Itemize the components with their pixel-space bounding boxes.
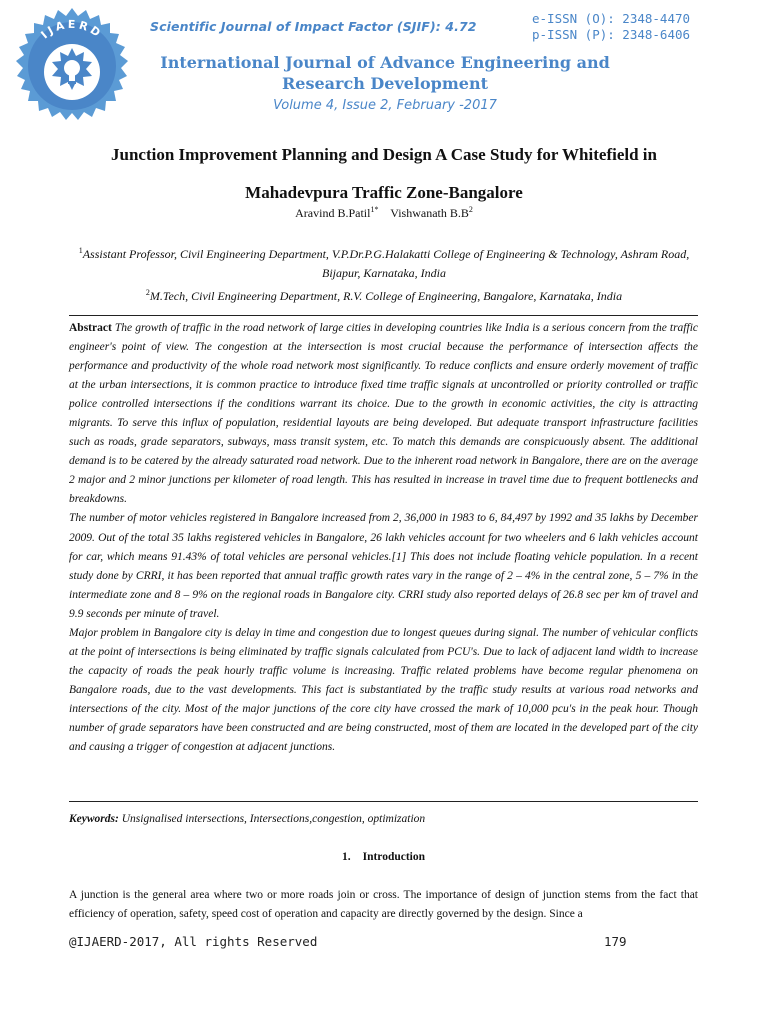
paper-title: Junction Improvement Planning and Design A Case Study for Whitefield in Mahadevpura Traffic Zone-Bangalore	[111, 145, 657, 202]
section-number: 1.	[341, 851, 351, 863]
author-affil-marker: 1*	[370, 205, 379, 214]
author-affil-marker: 2	[468, 205, 473, 214]
keywords-label: Keywords:	[69, 813, 119, 825]
issn-block	[532, 11, 690, 43]
pissn: p-ISSN (P): 2348-6406	[532, 27, 691, 42]
abstract-paragraph: Abstract The growth of traffic in the road network of large cities in developing countries like India is a serious concern from the traffic engineer's point of view. The congestion at the intersection is most crucial because the performance of intersection affects the performance and productivity of the whole road network most significantly. To reduce conflicts and ensure orderly movement of traffic at the urban intersections, it is common practice to introduce fixed time traffic signals at uncontrolled or priority controlled or traffic police controlled intersections if the conditions warrant its choice. Due to the growth in economic activities, the city is attracting migrants. To serve this influx of population, residential layouts are being developed. But adequate transport infrastructure facilities such as roads, grade separators, subways, mass transit system, etc. To match this demands are conspicuously absent. The additional demand is to be catered by the already saturated road network. Due to the inherent road network in Bangalore, there are on the average 2 major and 2 minor junctions per kilometer of road length. This has resulted in increase in travel time due to frequent bottlenecks and breakdowns.	[69, 322, 698, 506]
introduction-text: A junction is the general area where two or more roads join or cross. The importance of design of junction stems from the fact that efficiency of operation, safety, speed cost of operation and capacity are directly governed by the design. Since a	[69, 889, 698, 920]
affiliations	[60, 241, 708, 306]
footer-copyright: @IJAERD-2017, All rights Reserved	[69, 934, 318, 949]
journal-name: International Journal of Advance Engineering and Research Development	[160, 53, 610, 93]
author-list	[60, 205, 708, 221]
affiliation: $^1$Assistant Professor, Civil Engineering Department, V.P.Dr.P.G.Halakatti College of Engineering & Technology, Ashram Road, Bijapur, Karnataka, India	[78, 246, 690, 280]
affiliation: $^2$M.Tech, Civil Engineering Department, R.V. College of Engineering, Bangalore, Karnataka, India	[145, 288, 623, 303]
author-name: Vishwanath B.B	[390, 206, 469, 220]
divider-top	[69, 315, 698, 316]
section-title: Introduction	[362, 851, 426, 863]
keywords-text: Unsignalised intersections, Intersections,congestion, optimization	[121, 813, 426, 825]
keywords	[69, 813, 698, 825]
journal-logo	[12, 6, 132, 126]
author-name: Aravind B.Patil	[295, 206, 371, 220]
abstract-paragraph: Major problem in Bangalore city is delay in time and congestion due to longest queues during signal. The number of vehicular conflicts at the point of intersections is being eliminated by traffic signals calculated from PCU's. Due to lack of adjacent land width to increase the capacity of roads the peak hourly traffic volume is increasing. Traffic related problems have become regular phenomena on Bangalore roads, due to the vast developments. This fact is substantiated by the traffic study results at various road networks and intersections of the city. Most of the major junctions of the core city have crossed the mark of 10,000 pcu's in the peak hour. Though number of grade separators have been constructed and are being constructed, most of them are located in the developed part of the city and causing a trigger of congestion at adjacent junctions.	[69, 626, 698, 754]
sjif-impact-factor: Scientific Journal of Impact Factor (SJIF): 4.72	[150, 19, 477, 34]
section-heading	[69, 851, 698, 863]
logo-text: IJAERD	[38, 17, 106, 42]
page-number: 179	[604, 934, 627, 949]
eissn: e-ISSN (O): 2348-4470	[532, 11, 691, 26]
volume-issue: Volume 4, Issue 2, February -2017	[273, 98, 497, 113]
abstract-label: Abstract	[69, 322, 112, 334]
divider-bottom	[69, 801, 698, 802]
abstract	[69, 319, 698, 757]
abstract-paragraph: The number of motor vehicles registered in Bangalore increased from 2, 36,000 in 1983 to 6, 84,497 by 1992 and 35 lakhs by December 2009. Out of the total 35 lakhs registered vehicles in Bangalore, 26 lakh vehicles account for two wheelers and 6 lakh vehicles account for car, which means 91.43% of total vehicles are personal vehicles.[1] This does not include floating vehicle population. In a recent study done by CRRI, it has been reported that annual traffic growth rates vary in the range of 2 – 4% in the central zone, 5 – 7% in the intermediate zone and 8 – 9% on the regional roads in Bangalore city. CRRI study also reported delays of 26.8 sec per km of travel and 9.9 seconds per minute of travel.	[69, 512, 698, 620]
